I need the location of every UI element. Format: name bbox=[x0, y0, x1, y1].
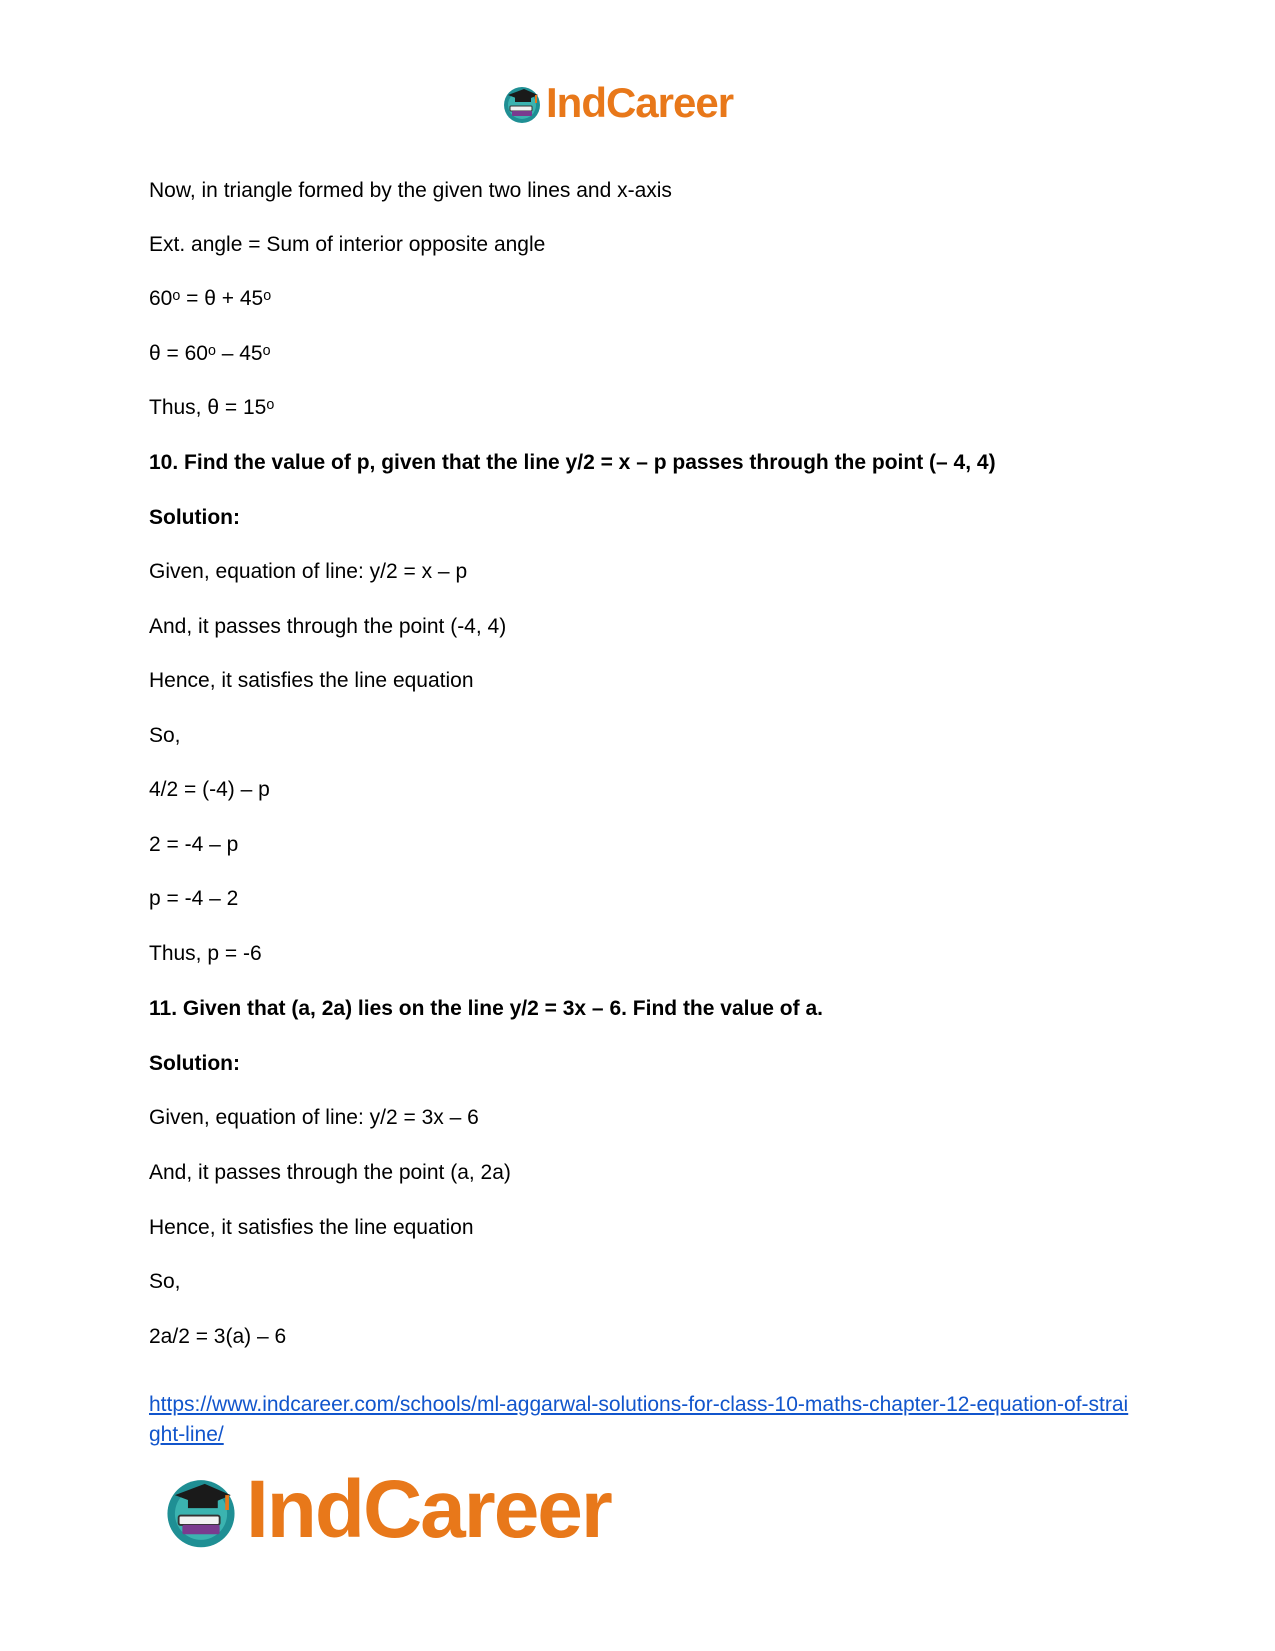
source-link[interactable]: https://www.indcareer.com/schools/ml-aggarwal-solutions-for-class-10-maths-chapter-12-equation-of-straight-line/ bbox=[149, 1393, 1129, 1446]
text-line-10: Hence, it satisfies the line equation bbox=[149, 669, 474, 692]
text-line-1: Now, in triangle formed by the given two lines and x-axis bbox=[149, 179, 672, 202]
footer-logo-text: IndCareer bbox=[246, 1464, 611, 1555]
text-line-18: Given, equation of line: y/2 = 3x – 6 bbox=[149, 1106, 479, 1129]
text-line-19: And, it passes through the point (a, 2a) bbox=[149, 1161, 511, 1184]
text-line-15: Thus, p = -6 bbox=[149, 942, 262, 965]
text-line-22: 2a/2 = 3(a) – 6 bbox=[149, 1325, 287, 1348]
solution-label-11: Solution: bbox=[149, 1052, 240, 1075]
text-line-8: Given, equation of line: y/2 = x – p bbox=[149, 560, 468, 583]
text-line-2: Ext. angle = Sum of interior opposite angle bbox=[149, 233, 546, 256]
graduation-book-icon bbox=[160, 1469, 242, 1551]
text-line-3: 60ᵒ = θ + 45ᵒ bbox=[149, 287, 272, 310]
text-line-21: So, bbox=[149, 1270, 181, 1293]
text-line-13: 2 = -4 – p bbox=[149, 833, 239, 856]
text-line-11: So, bbox=[149, 724, 181, 747]
question-11-heading: 11. Given that (a, 2a) lies on the line y/2 = 3x – 6. Find the value of a. bbox=[149, 997, 823, 1020]
footer-logo bbox=[160, 1465, 611, 1555]
header-logo bbox=[500, 78, 733, 128]
text-line-5: Thus, θ = 15ᵒ bbox=[149, 396, 275, 419]
question-10-heading: 10. Find the value of p, given that the line y/2 = x – p passes through the point (– 4, 4) bbox=[149, 451, 996, 474]
solution-label-10: Solution: bbox=[149, 506, 240, 529]
text-line-4: θ = 60ᵒ – 45ᵒ bbox=[149, 342, 271, 365]
header-logo-text: IndCareer bbox=[546, 79, 734, 126]
graduation-book-icon bbox=[500, 81, 544, 125]
text-line-9: And, it passes through the point (-4, 4) bbox=[149, 615, 507, 638]
text-line-14: p = -4 – 2 bbox=[149, 887, 239, 910]
text-line-12: 4/2 = (-4) – p bbox=[149, 778, 270, 801]
text-line-20: Hence, it satisfies the line equation bbox=[149, 1216, 474, 1239]
